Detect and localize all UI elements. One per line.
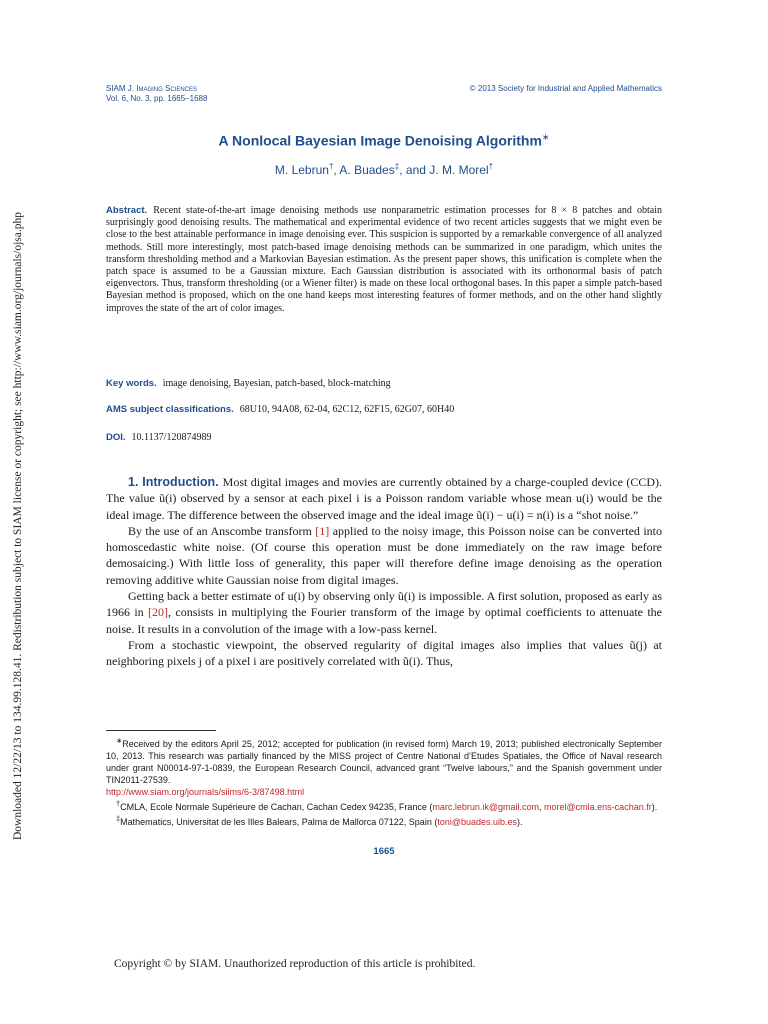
doi <box>106 432 662 444</box>
intro-paragraph-2-text-b: applied to the noisy image, this Poisson noise can be converted into homoscedastic white noise. (Of course this operation must be done immediately on the raw image before demosaicing.) With little loss of generality, this paper will therefore define image denoising as the operation removing additive white Gaussian noise from digital images. <box>106 523 663 587</box>
journal-name: SIAM J. Imaging Sciences <box>106 84 198 93</box>
copyright-footer: Copyright © by SIAM. Unauthorized reproduction of this article is prohibited. <box>114 958 476 970</box>
article-url-link[interactable]: http://www.siam.org/journals/siims/6-3/87498.html <box>106 787 305 797</box>
ams-label: AMS subject classifications. <box>106 404 234 415</box>
abstract-label: Abstract. <box>106 205 148 216</box>
intro-paragraph-3-text-b: , consists in multiplying the Fourier transform of the image by optimal coefficients to attenuate the noise. It results in a convolution of the image with a low-pass kernel. <box>106 605 662 636</box>
citation-link-20[interactable]: [20] <box>148 605 169 620</box>
footnotes <box>106 735 662 828</box>
footnote-1-mark: ∗ <box>116 736 123 745</box>
footnote-1 <box>106 735 662 798</box>
journal-header <box>106 84 207 104</box>
title-footnote-mark[interactable]: ∗ <box>541 132 550 142</box>
intro-paragraph-3-text-a: Getting back a better estimate of u(i) by observing only ũ(i) is impossible. A first solution, proposed as early as 1966 in <box>106 589 662 620</box>
author-lebrun: M. Lebrun <box>274 163 329 177</box>
author-buades: , A. Buades <box>333 163 395 177</box>
doi-value[interactable]: 10.1137/120874989 <box>131 432 212 443</box>
keywords <box>106 378 662 390</box>
footnote-2-mark: † <box>116 799 121 808</box>
email-link-buades[interactable]: toni@buades.uib.es <box>437 817 518 827</box>
intro-paragraph-3 <box>106 588 662 637</box>
citation-link-1[interactable]: [1] <box>315 523 330 538</box>
page-number: 1665 <box>373 846 395 857</box>
author-mark-1[interactable]: † <box>328 162 334 171</box>
footnote-3-mark: ‡ <box>116 814 121 823</box>
footnote-2-end: ). <box>651 802 658 812</box>
intro-paragraph-2 <box>106 523 662 588</box>
email-link-lebrun[interactable]: marc.lebrun.ik@gmail.com <box>432 802 540 812</box>
email-link-morel[interactable]: morel@cmla.ens-cachan.fr <box>544 802 652 812</box>
introduction-section <box>106 474 662 670</box>
intro-paragraph-4 <box>106 637 662 670</box>
footnote-2 <box>106 798 662 813</box>
footnote-3-end: ). <box>517 817 523 827</box>
paper-title <box>106 132 662 149</box>
footnote-3-text: Mathematics, Universitat de les Illes Balears, Palma de Mallorca 07122, Spain ( <box>120 817 438 827</box>
ams-text: 68U10, 94A08, 62-04, 62C12, 62F15, 62G07, 60H40 <box>239 404 455 415</box>
intro-paragraph-1-text: Most digital images and movies are currently obtained by a charge-coupled device (CCD). The value ũ(i) observed by a sensor at each pixel i is a Poisson random variable whose mean u(i) would be the ideal image. The difference between the observed image and the ideal image ũ(i) − u(i) = n(i) is a “shot noise.” <box>106 475 662 522</box>
download-watermark: Downloaded 12/22/13 to 134.99.128.41. Redistribution subject to SIAM license or copyright; see http://www.siam.org/journals/ojsa.php <box>12 212 24 840</box>
ams-classifications <box>106 404 662 416</box>
section-heading: 1. Introduction. <box>128 475 219 489</box>
footnote-2-separator: , <box>539 802 545 812</box>
abstract <box>106 205 662 315</box>
journal-volume: Vol. 6, No. 3, pp. 1665–1688 <box>106 94 208 103</box>
doi-label: DOI. <box>106 432 126 443</box>
footnote-1-text: Received by the editors April 25, 2012; accepted for publication (in revised form) March 19, 2013; published electronically September 10, 2013. This research was partially financed by the MISS project of Centre National d’Etudes Spatiales, the Office of Naval research under grant N00014-97-1-0839, the European Research Council, advanced grant “Twelve labours,” and the Spanish government under TIN2011-27539. <box>106 739 662 785</box>
footnote-3 <box>106 813 662 828</box>
author-mark-2[interactable]: ‡ <box>394 162 400 171</box>
footnote-divider <box>106 730 216 731</box>
author-mark-3[interactable]: † <box>488 162 494 171</box>
copyright-header: © 2013 Society for Industrial and Applied Mathematics <box>469 84 662 93</box>
keywords-label: Key words. <box>106 378 157 389</box>
intro-paragraph-2-text-a: By the use of an Anscombe transform <box>128 523 316 538</box>
keywords-text: image denoising, Bayesian, patch-based, block-matching <box>162 378 391 389</box>
intro-paragraph-4-text: From a stochastic viewpoint, the observed regularity of digital images also implies that values ũ(j) at neighboring pixels j of a pixel i are positively correlated with ũ(i). Thus, <box>106 637 662 669</box>
author-list <box>106 162 662 177</box>
intro-paragraph-1 <box>106 474 662 523</box>
footnote-2-text: CMLA, Ecole Normale Supérieure de Cachan, Cachan Cedex 94235, France ( <box>120 802 433 812</box>
title-text: A Nonlocal Bayesian Image Denoising Algorithm <box>218 132 542 149</box>
author-morel: , and J. M. Morel <box>399 163 489 177</box>
abstract-text: Recent state-of-the-art image denoising methods use nonparametric estimation processes for 8 × 8 patches and obtain surprisingly good denoising results. The mathematical and experimental evidence of two recent articles suggests that we might even be close to the best attainable performance in image denoising ever. This suspicion is supported by a remarkable convergence of all analyzed methods. Still more interestingly, most patch-based image denoising methods can be summarized in one paradigm, which unites the transform thresholding method and a Markovian Bayesian estimation. As the present paper shows, this unification is complete when the patch space is assumed to be a Gaussian mixture. Each Gaussian distribution is associated with its orthonormal basis of patch eigenvectors. Thus, transform thresholding (or a Wiener filter) is made on these local orthogonal bases. In this paper a simple patch-based Bayesian method is proposed, which on the one hand keeps most interesting features of former methods, and on the other hand slightly improves the state of the art of color images. <box>106 205 662 314</box>
